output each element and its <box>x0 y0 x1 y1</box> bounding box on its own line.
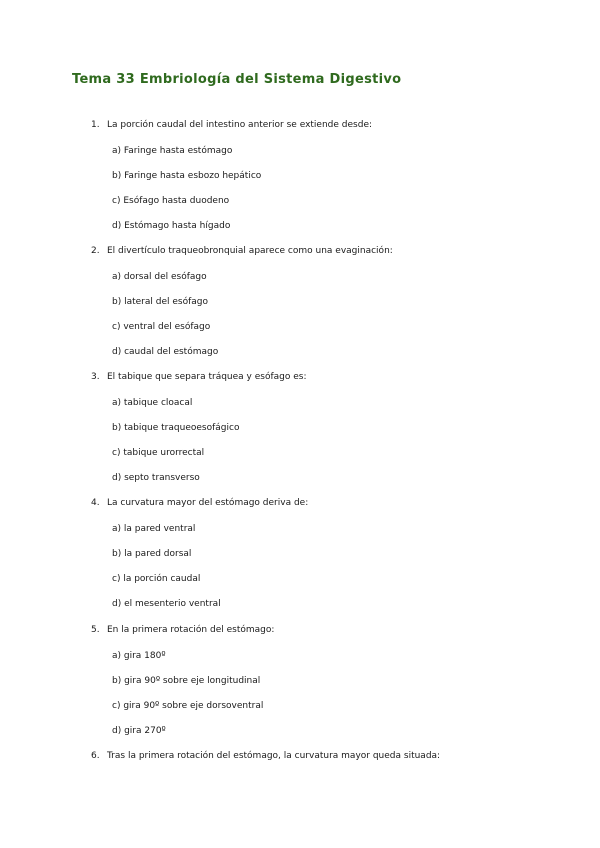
question-2 <box>91 246 393 256</box>
option-4d: d) el mesenterio ventral <box>112 599 221 609</box>
option-2a: a) dorsal del esófago <box>112 272 207 282</box>
question-number: 3. <box>91 372 100 382</box>
option-3b: b) tabique traqueoesofágico <box>112 423 240 433</box>
question-5 <box>91 625 274 635</box>
question-text: La curvatura mayor del estómago deriva de: <box>107 498 309 508</box>
question-number: 4. <box>91 498 100 508</box>
question-6 <box>91 751 440 761</box>
question-4 <box>91 498 308 508</box>
question-text: El tabique que separa tráquea y esófago es: <box>107 372 307 382</box>
page-title: Tema 33 Embriología del Sistema Digestivo <box>72 72 402 87</box>
option-5c: c) gira 90º sobre eje dorsoventral <box>112 701 264 711</box>
question-1 <box>91 120 372 130</box>
question-text: En la primera rotación del estómago: <box>107 625 275 635</box>
question-text: El divertículo traqueobronquial aparece como una evaginación: <box>107 246 393 256</box>
option-1c: c) Esófago hasta duodeno <box>112 196 230 206</box>
question-number: 1. <box>91 120 100 130</box>
question-text: Tras la primera rotación del estómago, la curvatura mayor queda situada: <box>107 751 441 761</box>
option-2b: b) lateral del esófago <box>112 297 208 307</box>
option-2d: d) caudal del estómago <box>112 347 219 357</box>
question-number: 2. <box>91 246 100 256</box>
option-3c: c) tabique urorrectal <box>112 448 205 458</box>
option-5a: a) gira 180º <box>112 651 166 661</box>
option-4c: c) la porción caudal <box>112 574 201 584</box>
question-number: 6. <box>91 751 100 761</box>
option-3d: d) septo transverso <box>112 473 200 483</box>
option-4b: b) la pared dorsal <box>112 549 192 559</box>
option-3a: a) tabique cloacal <box>112 398 193 408</box>
option-5d: d) gira 270º <box>112 726 166 736</box>
question-3 <box>91 372 306 382</box>
option-4a: a) la pared ventral <box>112 524 196 534</box>
option-1a: a) Faringe hasta estómago <box>112 146 233 156</box>
question-text: La porción caudal del intestino anterior se extiende desde: <box>107 120 373 130</box>
option-1b: b) Faringe hasta esbozo hepático <box>112 171 262 181</box>
option-5b: b) gira 90º sobre eje longitudinal <box>112 676 261 686</box>
option-2c: c) ventral del esófago <box>112 322 211 332</box>
option-1d: d) Estómago hasta hígado <box>112 221 231 231</box>
question-number: 5. <box>91 625 100 635</box>
